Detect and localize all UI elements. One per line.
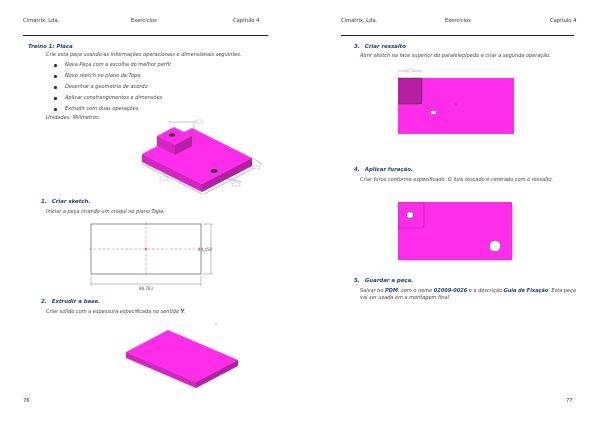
step-4-text: Criar furos conforme especificado. O furo roscado é centrado com o ressalto. bbox=[360, 177, 554, 183]
header-company: Cimatrix, Lda. bbox=[23, 18, 60, 24]
dimension-label bbox=[160, 177, 168, 180]
step-1-title: 1. Criar sketch. bbox=[41, 199, 91, 205]
list-item: Novo sketch no plano de Topo. bbox=[54, 73, 172, 84]
units-text: Unidades: Milímetros bbox=[46, 115, 99, 121]
plate-solid bbox=[142, 127, 252, 192]
pdm-label: PDM bbox=[385, 288, 398, 294]
sketch-origin bbox=[455, 103, 457, 105]
list-item: Aplicar constrangimentos e dimensões bbox=[54, 95, 172, 106]
sketch-drawing bbox=[84, 220, 224, 294]
through-hole bbox=[489, 240, 500, 251]
step-2-text: Criar sólido com a espessura especificada no sentido Y. bbox=[46, 309, 186, 315]
dimension-label bbox=[232, 183, 240, 186]
header-chapter: Capítulo 4 bbox=[233, 18, 260, 24]
right-page bbox=[300, 0, 600, 424]
header-section: Exercícios bbox=[445, 18, 471, 24]
step-5-text: Salvar no PDM, com o nome 02009-0026 e a descrição Guia de Fixação. Esta peça vai ser usada em a montagem final. bbox=[360, 288, 576, 302]
header-section: Exercícios bbox=[131, 18, 157, 24]
holes-drawing bbox=[398, 202, 514, 264]
step-3-text: Abrir sketch na face superior do paralelepípedo e criar a segunda operação. bbox=[360, 53, 551, 59]
step-5-title: 5. Guardar a peça. bbox=[354, 278, 414, 284]
part-code: 02009-0026 bbox=[433, 288, 468, 294]
sketch-origin bbox=[145, 248, 147, 250]
step-4-title: 4. Aplicar furação. bbox=[354, 167, 413, 173]
page-number: 76 bbox=[23, 398, 30, 404]
step-1-text: Iniciar a peça criando um croqui no plano Topo. bbox=[46, 209, 165, 215]
threaded-hole bbox=[407, 212, 414, 219]
header-company: Cimatrix, Lda. bbox=[341, 18, 378, 24]
sketch-origin bbox=[215, 323, 217, 325]
boss-sketch-region bbox=[398, 78, 422, 104]
intro-text: Crie esta peça usando as informações operacionais e dimensionais seguintes. bbox=[46, 52, 242, 58]
extruded-base-drawing bbox=[118, 318, 248, 390]
dimension-width: 88,783 bbox=[139, 286, 153, 291]
list-item: Desenhar a geometria de acordo bbox=[54, 84, 172, 95]
part-isometric-drawing bbox=[112, 112, 272, 197]
boss-sketch-drawing bbox=[398, 66, 518, 138]
step-2-title: 2. Extrudir a base. bbox=[41, 299, 101, 305]
header-rule bbox=[341, 35, 574, 36]
list-item: Nova Peça com a escolha do melhor perfil. bbox=[54, 62, 172, 73]
header-rule bbox=[23, 35, 268, 36]
dimension-label bbox=[407, 69, 413, 72]
dimension-height: 44,450 bbox=[198, 247, 212, 252]
header-chapter: Capítulo 4 bbox=[550, 18, 577, 24]
page-number: 77 bbox=[566, 398, 573, 404]
dimension-label bbox=[431, 111, 436, 114]
dimension-label bbox=[254, 166, 260, 169]
part-description: Guia de Fixação bbox=[503, 288, 549, 294]
step-3-title: 3. Criar ressalto bbox=[354, 44, 406, 50]
dimension-label bbox=[196, 120, 202, 123]
list-item: Extrudir com duas operações. bbox=[54, 106, 172, 117]
section-title: Treino 1: Placa bbox=[28, 44, 73, 50]
requirements-list bbox=[54, 62, 172, 117]
